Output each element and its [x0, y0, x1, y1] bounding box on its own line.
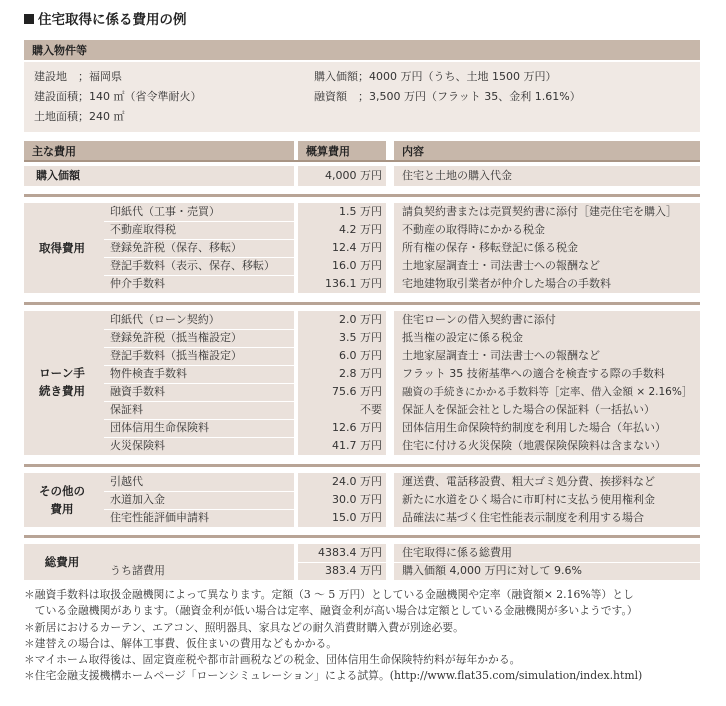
cost-amount: 30.0 万円: [332, 493, 382, 506]
cost-desc: 融資の手続きにかかる手数料等［定率、借入金額 × 2.16%］: [402, 386, 693, 398]
cost-desc: 新たに水道をひく場合に市町村に支払う使用権利金: [402, 493, 655, 506]
footnote: ＊住宅金融支援機構ホームページ「ローンシミュレーション」による試算。(http://www.flat35.com/simulation/index.html): [24, 669, 643, 683]
purchase-price-desc: 住宅と土地の購入代金: [402, 169, 512, 182]
cost-amount: 24.0 万円: [332, 475, 382, 488]
purchase-price-amount: 4,000 万円: [325, 169, 382, 182]
cost-amount: 41.7 万円: [332, 439, 382, 452]
purchase-price-info: 購入価額；4000 万円（うち、土地 1500 万円）: [314, 70, 557, 83]
other-section-label: その他の 費用: [39, 484, 85, 516]
cost-amount: 16.0 万円: [332, 259, 382, 272]
header-main-costs: 主な費用: [24, 141, 294, 160]
cost-amount: 1.5 万円: [339, 205, 382, 218]
section-divider: [24, 464, 700, 467]
misc-costs-desc: 購入価額 4,000 万円に対して 9.6%: [402, 564, 582, 577]
purchase-location: 建設地 ；福岡県: [34, 70, 122, 83]
purchase-land-area: 土地面積；240 ㎡: [34, 110, 125, 123]
cost-item: 印紙代（ローン契約）: [110, 313, 220, 326]
cost-item: 印紙代（工事・売買）: [110, 205, 220, 218]
purchase-loan-info: 融資額 ；3,500 万円（フラット 35、金利 1.61%）: [314, 90, 581, 103]
cost-desc: フラット 35 技術基準への適合を検査する際の手数料: [402, 367, 665, 380]
total-amount: 4383.4 万円: [318, 546, 382, 559]
misc-costs-amount: 383.4 万円: [325, 564, 382, 577]
acquisition-section-label: 取得費用: [39, 241, 85, 255]
cost-desc: 保証人を保証会社とした場合の保証料（一括払い）: [402, 403, 655, 416]
cost-item: 物件検査手数料: [110, 367, 187, 380]
cost-item: 団体信用生命保険料: [110, 421, 209, 434]
section-divider: [24, 302, 700, 305]
cost-desc: 抵当権の設定に係る税金: [402, 331, 523, 344]
cost-amount: 75.6 万円: [332, 385, 382, 398]
cost-amount: 3.5 万円: [339, 331, 382, 344]
cost-item: 登録免許税（保存、移転）: [110, 241, 242, 254]
header-content: 内容: [394, 141, 700, 160]
cost-desc: 土地家屋調査士・司法書士への報酬など: [402, 349, 600, 362]
cost-item: 仲介手数料: [110, 277, 165, 290]
cost-desc: 不動産の取得時にかかる税金: [402, 223, 545, 236]
cost-amount: 6.0 万円: [339, 349, 382, 362]
purchase-info-box: [24, 62, 700, 132]
footnote: ＊マイホーム取得後は、固定資産税や都市計画税などの税金、団体信用生命保険特約料が毎年かかる。: [24, 653, 521, 667]
cost-amount: 15.0 万円: [332, 511, 382, 524]
cost-desc: 住宅に付ける火災保険（地震保険保険料は含まない）: [402, 439, 666, 452]
cost-item: 登録免許税（抵当権設定）: [110, 331, 242, 344]
total-desc: 住宅取得に係る総費用: [402, 546, 512, 559]
square-bullet-icon: [24, 14, 34, 24]
cost-desc: 住宅ローンの借入契約書に添付: [402, 313, 556, 326]
cost-item: 引越代: [110, 475, 143, 488]
purchase-price-label: 購入価額: [36, 169, 80, 182]
footnote: ＊融資手数料は取扱金融機関によって異なります。定額（3 ～ 5 万円）としている金融機関や定率（融資額× 2.16%等）とし: [24, 588, 634, 601]
cost-item: 住宅性能評価申請料: [110, 511, 209, 524]
cost-amount: 136.1 万円: [325, 277, 382, 290]
cost-amount: 12.4 万円: [332, 241, 382, 254]
cost-item: 火災保険料: [110, 439, 165, 452]
cost-desc: 土地家屋調査士・司法書士への報酬など: [402, 259, 600, 272]
cost-amount: 4.2 万円: [339, 223, 382, 236]
cost-item: 登記手数料（表示、保存、移転）: [110, 259, 275, 272]
cost-desc: 所有権の保存・移転登記に係る税金: [402, 241, 578, 254]
section-divider: [24, 535, 700, 538]
total-label: 総費用: [44, 555, 80, 569]
cost-desc: 団体信用生命保険特約制度を利用した場合（年払い）: [402, 421, 666, 434]
purchase-building-area: 建設面積；140 ㎡（省令準耐火）: [34, 90, 202, 103]
loan-section-label: ローン手 続き費用: [39, 366, 85, 398]
cost-item: 登記手数料（抵当権設定）: [110, 349, 242, 362]
cost-amount: 2.0 万円: [339, 313, 382, 326]
cost-amount: 不要: [360, 403, 382, 416]
misc-costs-item: うち諸費用: [110, 564, 165, 577]
cost-desc: 品確法に基づく住宅性能表示制度を利用する場合: [402, 511, 644, 524]
footnotes: [24, 587, 704, 685]
purchase-header: 購入物件等: [24, 40, 700, 60]
cost-item: 不動産取得税: [110, 223, 176, 236]
header-estimated-cost: 概算費用: [298, 141, 386, 160]
footnote: ＊新居におけるカーテン、エアコン、照明器具、家具などの耐久消費財購入費が別途必要。: [24, 620, 464, 634]
cost-item: 保証料: [110, 403, 143, 416]
section-divider: [24, 194, 700, 197]
cost-item: 水道加入金: [110, 493, 165, 506]
cost-amount: 12.6 万円: [332, 421, 382, 434]
cost-desc: 宅地建物取引業者が仲介した場合の手数料: [402, 277, 611, 290]
cost-desc: 請負契約書または売買契約書に添付［建売住宅を購入］: [402, 205, 677, 218]
cost-amount: 2.8 万円: [339, 367, 382, 380]
footnote: ている金融機関があります。（融資金利が低い場合は定率、融資金利が高い場合は定額としている金融機関が多いようです。）: [24, 604, 638, 618]
footnote: ＊建替えの場合は、解体工事費、仮住まいの費用などもかかる。: [24, 636, 338, 650]
header-divider: [24, 160, 700, 162]
cost-desc: 運送費、電話移設費、粗大ゴミ処分費、挨拶料など: [402, 475, 655, 488]
page-title: 住宅取得に係る費用の例: [24, 8, 187, 28]
cost-item: 融資手数料: [110, 385, 165, 398]
